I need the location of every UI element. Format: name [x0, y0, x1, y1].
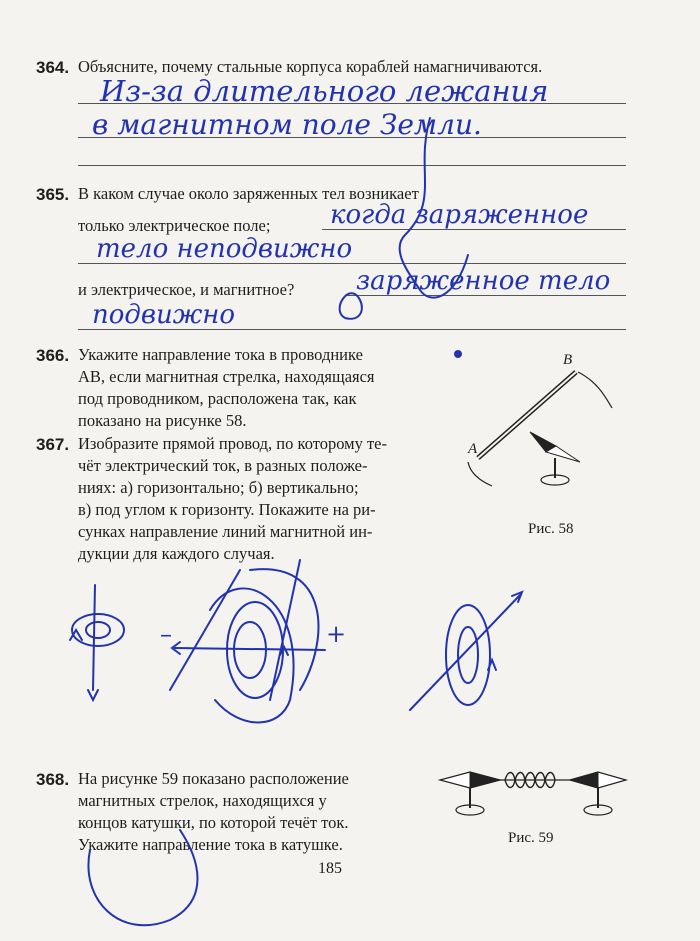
question-number: 366. — [36, 346, 70, 365]
question-text: только электрическое поле; — [78, 216, 271, 235]
fig59-caption: Рис. 59 — [508, 830, 554, 846]
handwritten-answer: когда заряженное — [330, 200, 589, 230]
fig58-label-a: A — [468, 441, 478, 457]
handwritten-answer: тело неподвижно — [96, 234, 353, 264]
question-number: 364. — [36, 58, 70, 77]
fig58-label-b: B — [563, 352, 573, 368]
question-text: В каком случае около заряженных тел возникает — [78, 184, 419, 203]
handwritten-answer: заряженное тело — [356, 266, 611, 296]
handwritten-answer: в магнитном поле Земли. — [92, 108, 482, 141]
question-text: Изобразите прямой провод, по которому те- чёт электрический ток, в разных положе- ниях: а) горизонтально; б) вертикально; в) под углом к горизонту. Покажите на ри- сунках направление линий магнитной ин- дукции для каждого случая. — [78, 434, 387, 563]
question-text: Объясните, почему стальные корпуса кораблей намагничиваются. — [78, 57, 543, 76]
fig59-drawing — [440, 772, 626, 815]
fig58-drawing — [468, 372, 612, 486]
question-number: 367. — [36, 435, 70, 454]
plus-mark: + — [326, 620, 347, 648]
ink-strokes — [70, 118, 522, 925]
question-number: 368. — [36, 770, 70, 789]
page-number: 185 — [318, 860, 342, 877]
minus-mark: – — [160, 620, 172, 648]
fig58-caption: Рис. 58 — [528, 521, 574, 537]
handwritten-answer: Из-за длительного лежания — [100, 74, 549, 108]
question-text: и электрическое, и магнитное? — [78, 280, 295, 299]
question-text: Укажите направление тока в проводнике AB, если магнитная стрелка, находящаяся под проводником, расположена так, как показано на рисунке 58. — [78, 345, 375, 430]
question-number: 365. — [36, 185, 70, 204]
handwritten-answer: подвижно — [92, 300, 236, 330]
question-text: На рисунке 59 показано расположение магнитных стрелок, находящихся у концов катушки, по которой течёт ток. Укажите направление тока в катушке. — [78, 769, 349, 854]
